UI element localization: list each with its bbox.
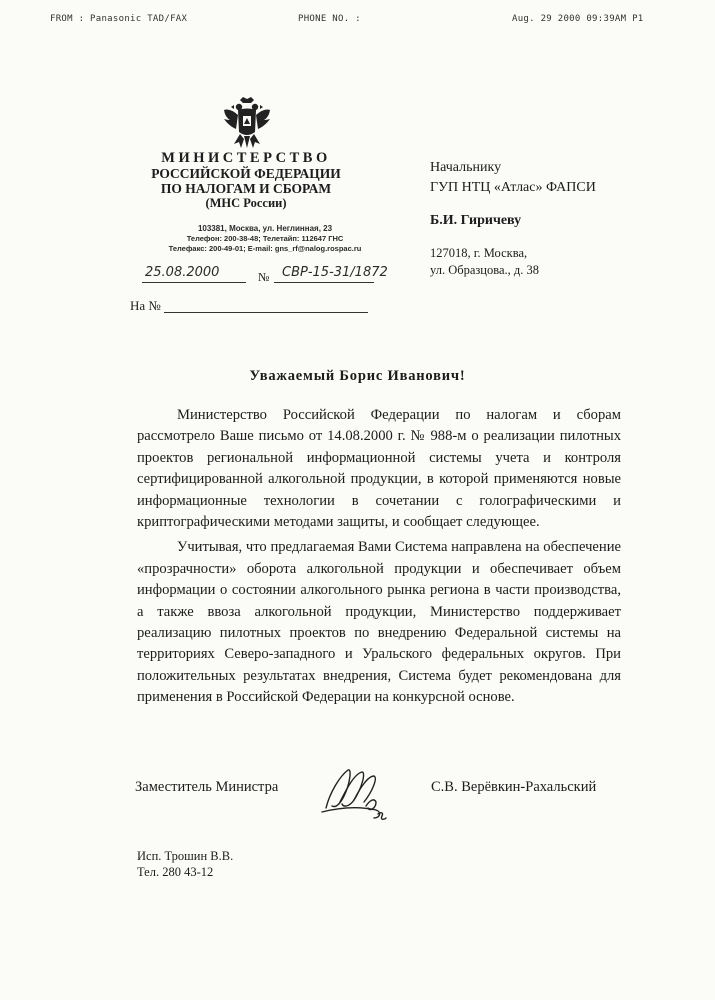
registration-date: 25.08.2000 bbox=[145, 265, 220, 280]
paragraph-1: Министерство Российской Федерации по налогам и сборам рассмотрело Ваше письмо от 14.08.2000 г. № 988-м о реализации пилотных проектов региональной информационной системы учета и контроля сертифицированной алкогольной продукции, в которой применяются новые информационные технологии в сочетании с голографическими и криптографическими методами защиты, и сообщает следующее. bbox=[137, 407, 621, 531]
fax-from: FROM : Panasonic TAD/FAX bbox=[50, 14, 188, 24]
ministry-phone: Телефон: 200-38-48; Телетайп: 112647 ГНС bbox=[186, 234, 344, 243]
ministry-contacts bbox=[150, 224, 380, 254]
ministry-line-1: МИНИСТЕРСТВО bbox=[161, 150, 331, 166]
handwritten-signature bbox=[318, 762, 392, 828]
executor-phone: Тел. 280 43-12 bbox=[137, 865, 214, 879]
signatory-position: Заместитель Министра bbox=[135, 779, 279, 795]
letter-body bbox=[137, 405, 621, 709]
recipient-address-1: 127018, г. Москва, bbox=[430, 246, 528, 260]
ministry-line-3: ПО НАЛОГАМ И СБОРАМ bbox=[160, 181, 332, 196]
reference-underline bbox=[164, 312, 368, 313]
date-underline bbox=[142, 282, 246, 283]
ministry-line-4: (МНС России) bbox=[205, 196, 287, 210]
fax-datetime: Aug. 29 2000 09:39AM P1 bbox=[512, 14, 644, 24]
ministry-line-2: РОССИЙСКОЙ ФЕДЕРАЦИИ bbox=[151, 166, 341, 181]
recipient-address-2: ул. Образцова., д. 38 bbox=[430, 263, 540, 277]
recipient-name: Б.И. Гиричеву bbox=[430, 213, 522, 228]
executor-name: Исп. Трошин В.В. bbox=[137, 849, 234, 863]
ministry-fax-email: Телефакс: 200-49-01; E-mail: gns_rf@nalog.rospac.ru bbox=[168, 244, 362, 253]
reference-label: На № bbox=[130, 298, 161, 313]
double-headed-eagle-icon bbox=[222, 96, 272, 150]
ministry-name-block bbox=[128, 150, 364, 211]
ministry-address: 103381, Москва, ул. Неглинная, 23 bbox=[197, 224, 333, 233]
recipient-line-2: ГУП НТЦ «Атлас» ФАПСИ bbox=[430, 180, 596, 195]
signatory-name: С.В. Верёвкин-Рахальский bbox=[431, 779, 597, 795]
fax-phone: PHONE NO. : bbox=[298, 14, 361, 24]
number-underline bbox=[274, 282, 374, 283]
registration-number: СВР-15-31/1872 bbox=[282, 265, 388, 280]
registration-number-label: № bbox=[258, 270, 270, 284]
paragraph-2: Учитывая, что предлагаемая Вами Система направлена на обеспечение «прозрачности» оборота алкогольной продукции и обеспечивает объем информации о состоянии алкогольного рынка региона в части производства, а также ввоза алкогольной продукции, Министерство поддерживает реализацию пилотных проектов по внедрению Федеральной системы на территориях Северо-западного и Уральского федеральных округов. При положительных результатах внедрения, Система будет рекомендована для применения в Российской Федерации на конкурсной основе. bbox=[137, 539, 621, 706]
recipient-line-1: Начальнику bbox=[430, 160, 502, 175]
greeting: Уважаемый Борис Иванович! bbox=[249, 368, 466, 384]
